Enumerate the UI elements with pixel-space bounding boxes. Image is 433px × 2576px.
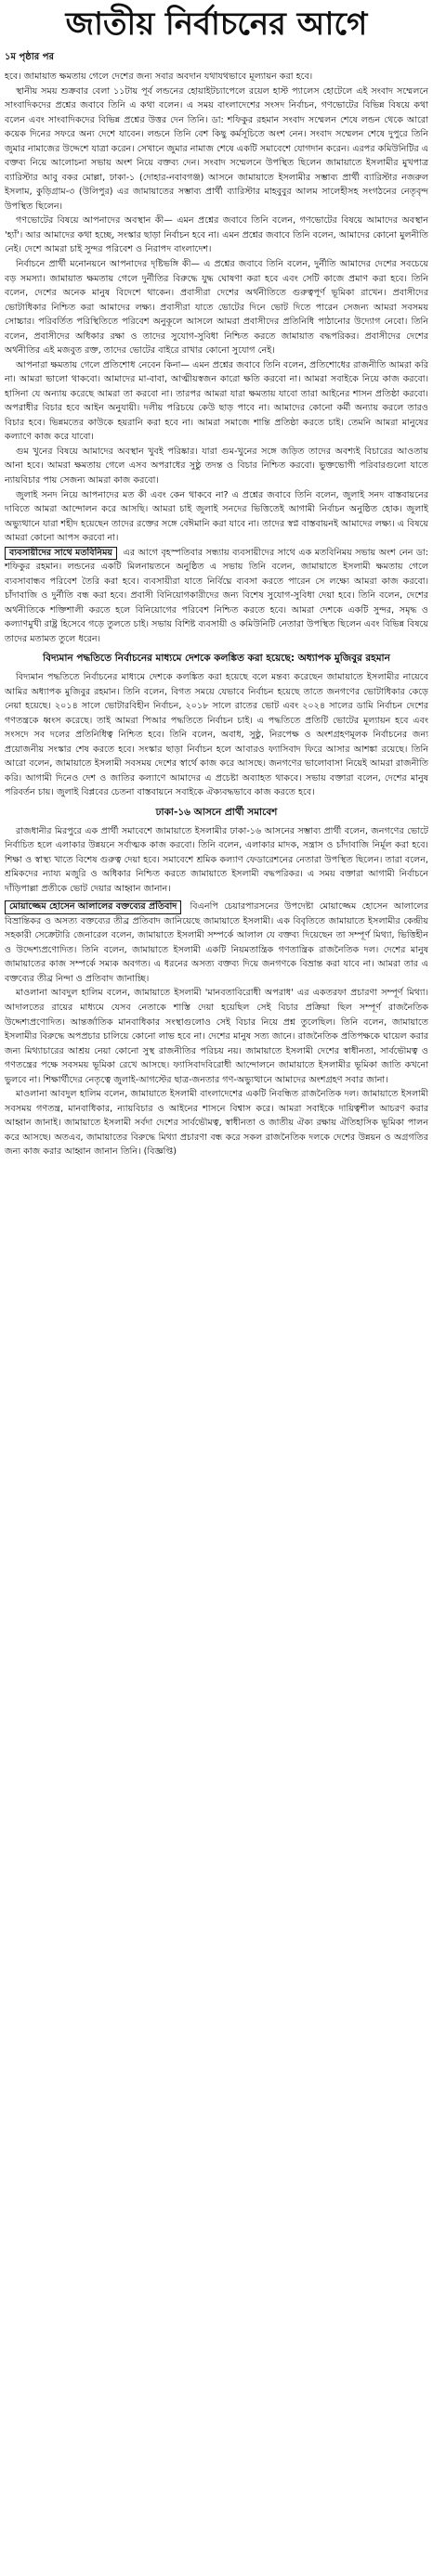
continuation-label: ১ম পৃষ্ঠার পর bbox=[5, 52, 54, 63]
article-paragraph: স্থানীয় সময় শুক্রবার বেলা ১১টায় পূর্ব লন্ডনের হোয়াইটচ্যাপেলে রয়েল হাস্ট প্যালেস হোটেলে এই সংবাদ সম্মেলনে সাংবাদিকদের প্রশ্নের জবাবে তিনি এ কথা বলেন। এ সময় বাংলাদেশের সংসদ নির্বাচন, গণভোটের বিভিন্ন বিষয়ে কথা বলেন এবং সাংবাদিকদের বিভিন্ন প্রশ্নের উত্তর দেন তিনি। ডা: শফিকুর রহমান সংবাদ সম্মেলন শেষে লন্ডন থেকে আরো কয়েক দিনের সফরে অন্য দেশে যাবেন। লন্ডনে তিনি বেশ কিছু কর্মসূচিতে অংশ নেন। সংবাদ সম্মেলন শেষে দুপুরে তিনি জুমার নামাজের উদ্দেশে যাত্রা করেন। সেখানে জুমার নামাজ শেষে একটি সমাবেশে যোগদান করেন। এরপর কমিউনিটির এ বক্তব্য নিয়ে আলোচনা সভায় অংশ নিয়ে বক্তব্য দেন। সংবাদ সম্মেলনে উপস্থিত ছিলেন জামায়াতে ইসলামীর মুখপাত্র ব্যারিস্টার আবু বকর মোল্লা, ঢাকা-১ (দোহার-নবাবগঞ্জ) আসনে জামায়াতে ইসলামীর সম্ভাব্য প্রার্থী ব্যারিস্টার নজরুল ইসলাম, কুড়িগ্রাম-৩ (উলিপুর) এর জামায়াতের সম্ভাব্য প্রার্থী ব্যারিস্টার মাহবুবুর আলম সালেহীসহ সংগঠনের নেতৃবৃন্দ উপস্থিত ছিলেন। bbox=[5, 85, 428, 212]
section-text: এর আগে বৃহস্পতিবার সন্ধ্যায় ব্যবসায়ীদের সাথে এক মতবিনিময় সভায় অংশ নেন ডা: শফিকুর রহমান। লন্ডনের একটি মিলনায়তনে অনুষ্ঠিত এ সভায় তিনি বলেন, জামায়াতে ইসলামী ক্ষমতায় গেলে ব্যবসাবান্ধব পরিবেশ তৈরি করা হবে। ব্যবসায়ীরা যাতে নির্বিঘ্নে ব্যবসা করতে পারেন সে লক্ষ্যে আমরা কাজ করবো। চাঁদাবাজি ও দুর্নীতি বন্ধ করা হবে। প্রবাসী বিনিয়োগকারীদের জন্য বিশেষ সুযোগ-সুবিধা দেয়া হবে। তিনি বলেন, দেশের অর্থনীতিকে শক্তিশালী করতে হলে বিনিয়োগের পরিবেশ নিশ্চিত করতে হবে। আমরা দেশকে একটি সুন্দর, সমৃদ্ধ ও কল্যাণমুখী রাষ্ট্র হিসেবে গড়ে তুলতে চাই। সভায় বিশিষ্ট ব্যবসায়ী ও কমিউনিটি নেতারা উপস্থিত ছিলেন এবং বিভিন্ন বিষয়ে তাদের মতামত তুলে ধরেন। bbox=[5, 547, 428, 644]
section-business bbox=[5, 546, 428, 647]
headline: জাতীয় নির্বাচনের আগে bbox=[65, 6, 368, 43]
article-paragraph: জুলাই সনদ নিয়ে আপনাদের মত কী এবং কেন থাকবে না? এ প্রশ্নের জবাবে তিনি বলেন, জুলাই সনদ বাস্তবায়নের দাবিতে আমরা আন্দোলন করে আসছি। আমরা চাই জুলাই সনদের ভিত্তিতেই আগামী নির্বাচন অনুষ্ঠিত হোক। জুলাই অভ্যুত্থানে যারা শহীদ হয়েছেন তাদের রক্তের সঙ্গে বেঈমানি করা যাবে না। তাদের স্বপ্ন বাস্তবায়নই আমাদের লক্ষ্য। এ বিষয়ে আমরা কোনো আপস করবো না। bbox=[5, 489, 428, 544]
article-paragraph: মাওলানা আবদুল হালিম বলেন, জামায়াতে ইসলামী 'মানবতাবিরোধী অপরাধ' এর একতরফা প্রচারণা সম্পূর্ণ মিথ্যা। আদালতের রায়ের মাধ্যমে যেসব নেতাকে শাস্তি দেয়া হয়েছিল সেই বিচার প্রক্রিয়া ছিল সম্পূর্ণ রাজনৈতিক উদ্দেশ্যপ্রণোদিত। আন্তর্জাতিক মানবাধিকার সংস্থাগুলোও সেই বিচার নিয়ে প্রশ্ন তুলেছিল। তিনি বলেন, জামায়াতে ইসলামীর বিরুদ্ধে অপপ্রচার চালিয়ে কোনো লাভ হবে না। দেশের মানুষ সত্য জানে। রাজনৈতিক প্রতিপক্ষকে ঘায়েল করার জন্য মিথ্যাচারের আশ্রয় নেয়া কোনো সুস্থ রাজনীতির পরিচয় নয়। জামায়াতে ইসলামী দেশের স্বাধীনতা, সার্বভৌমত্ব ও গণতন্ত্রের পক্ষে সবসময় ভূমিকা রেখে আসছে। ফ্যাসিবাদবিরোধী আন্দোলনে জামায়াতে ইসলামীর ভূমিকা জাতি কখনো ভুলবে না। শিক্ষার্থীদের নেতৃত্বে জুলাই-আগস্টের ছাত্র-জনতার গণ-অভ্যুত্থানে আমাদের অংশগ্রহণ সবার জানা। bbox=[5, 988, 428, 1085]
article-paragraph: হবে। জামায়াত ক্ষমতায় গেলে দেশের জন্য সবার অবদান যথাযথভাবে মূল্যায়ন করা হবে। bbox=[5, 71, 313, 83]
section-rebuttal bbox=[5, 900, 428, 986]
article-paragraph: মাওলানা আবদুল হালিম বলেন, জামায়াতে ইসলামী বাংলাদেশের একটি নিবন্ধিত রাজনৈতিক দল। জামায়াতে ইসলামী সবসময় গণতন্ত্র, মানবাধিকার, ন্যায়বিচার ও আইনের শাসনে বিশ্বাস করে। আমরা সবাইকে দায়িত্বশীল আচরণ করার আহ্বান জানাই। জামায়াতে ইসলামী সর্বদা দেশের সার্বভৌমত্ব, স্বাধীনতা ও জাতীয় ঐক্য রক্ষায় ঐতিহাসিক ভূমিকা পালন করে আসছে। অতএব, জামায়াতের বিরুদ্ধে মিথ্যা প্রচারণা বন্ধ করে সকল রাজনৈতিক দলকে দেশের উন্নয়ন ও অগ্রগতির জন্য কাজ করার আহ্বান জানান তিনি। (বিজ্ঞপ্তি) bbox=[5, 1089, 428, 1158]
section-heading: ঢাকা-১৬ আসনে প্রার্থী সমাবেশ bbox=[155, 806, 278, 818]
section-text: বিদ্যমান পদ্ধতিতে নির্বাচনের মাধ্যমে দেশকে কলঙ্কিত করা হয়েছে বলে মন্তব্য করেছেন জামায়াতে ইসলামীর নায়েবে আমির অধ্যাপক মুজিবুর রহমান। তিনি বলেন, বিগত সময়ে যেভাবে নির্বাচন হয়েছে তাতে জনগণের ভোটাধিকার কেড়ে নেয়া হয়েছে। ২০১৪ সালে ভোটারবিহীন নির্বাচন, ২০১৮ সালে রাতের ভোট এবং ২০২৪ সালের ডামি নির্বাচন দেশের গণতন্ত্রকে ধ্বংস করেছে। তাই আমরা পিআর পদ্ধতিতে নির্বাচন চাই। এ পদ্ধতিতে প্রতিটি ভোটের মূল্যায়ন হবে এবং সংসদে সব দলের প্রতিনিধিত্ব নিশ্চিত হবে। তিনি বলেন, অবাধ, সুষ্ঠু, নিরপেক্ষ ও অংশগ্রহণমূলক নির্বাচনের জন্য প্রয়োজনীয় সংস্কার শেষ করতে হবে। সংস্কার ছাড়া নির্বাচন হলে আবারও ফ্যাসিবাদ ফিরে আসার আশঙ্কা রয়েছে। তিনি আরো বলেন, জামায়াতে ইসলামী সবসময় দেশের স্বার্থে কাজ করে আসছে। জনগণের ভালোবাসা নিয়েই আমরা রাজনীতি করি। আগামী দিনেও দেশ ও জাতির কল্যাণে আমাদের এ প্রচেষ্টা অব্যাহত থাকবে। সভায় বক্তারা বলেন, দেশের মানুষ পরিবর্তন চায়। জুলাই বিপ্লবের চেতনা বাস্তবায়নে সবাইকে ঐক্যবদ্ধভাবে কাজ করতে হবে। bbox=[5, 672, 428, 798]
article-paragraph: আপনারা ক্ষমতায় গেলে প্রতিশোধ নেবেন কিনা— এমন প্রশ্নের জবাবে তিনি বলেন, প্রতিশোধের রাজনীতি আমরা করি না। আমরা ভালো থাকবো। আমাদের মা-বাবা, আত্মীয়স্বজন কারো ক্ষতি করবো না। আমরা সবাইকে নিয়ে কাজ করবো। হাসিনা যে অন্যায় করেছে আমরা তা করবো না। তারপর আমরা যারা ক্ষমতায় যাবো তারা আইনের শাসন প্রতিষ্ঠা করবো। অপরাধীর বিচার হবে আইন অনুযায়ী। দলীয় পরিচয়ে কেউ ছাড় পাবে না। আমাদের কোনো কর্মী অন্যায় করলে তারও বিচার হবে। ভিন্নমতের কাউকে হয়রানি করা হবে না। আমরা সমাজে শান্তি প্রতিষ্ঠা করতে চাই। তেমনি আমরা মানুষের কল্যাণে কাজ করে যাবো। bbox=[5, 359, 428, 443]
section-label: ব্যবসায়ীদের সাথে মতবিনিময় bbox=[5, 547, 117, 560]
section-label: মোয়াজ্জেম হোসেন আলালের বক্তব্যের প্রতিবাদ bbox=[5, 900, 181, 913]
section-text: রাজধানীর মিরপুরে এক প্রার্থী সমাবেশে জামায়াতে ইসলামীর ঢাকা-১৬ আসনের সম্ভাব্য প্রার্থী বলেন, জনগণের ভোটে নির্বাচিত হলে এলাকার উন্নয়নে সর্বাত্মক কাজ করবো। তিনি বলেন, এলাকার মাদক, সন্ত্রাস ও চাঁদাবাজি নির্মূল করা হবে। শিক্ষা ও স্বাস্থ্য খাতে বিশেষ গুরুত্ব দেয়া হবে। সমাবেশে শ্রমিক কল্যাণ ফেডারেশনের নেতারা উপস্থিত ছিলেন। তারা বলেন, শ্রমিকদের ন্যায্য মজুরি ও অধিকার নিশ্চিত করতে জামায়াতে ইসলামী বদ্ধপরিকর। এ সময় বক্তারা আগামী নির্বাচনে দাঁড়িপাল্লা প্রতীকে ভোট দেয়ার আহ্বান জানান। bbox=[5, 825, 428, 894]
section-text: বিএনপি চেয়ারপারসনের উপদেষ্টা মোয়াজ্জেম হোসেন আলালের বিভ্রান্তিকর ও অসত্য বক্তব্যের তীব্র প্রতিবাদ জানিয়েছে জামায়াতে ইসলামী। এক বিবৃতিতে জামায়াতে ইসলামীর কেন্দ্রীয় সহকারী সেক্রেটারি জেনারেল বলেন, জামায়াতে ইসলামী সম্পর্কে আলাল যে বক্তব্য দিয়েছেন তা সম্পূর্ণ মিথ্যা, ভিত্তিহীন ও উদ্দেশ্যপ্রণোদিত। তিনি বলেন, জামায়াতে ইসলামী একটি নিয়মতান্ত্রিক গণতান্ত্রিক রাজনৈতিক দল। দেশের মানুষ জামায়াতের কাজ সম্পর্কে সম্যক অবগত। এ ধরনের অসত্য বক্তব্য দিয়ে জনগণকে বিভ্রান্ত করা যাবে না। আমরা তার এ বক্তব্যের তীব্র নিন্দা ও প্রতিবাদ জানাচ্ছি। bbox=[5, 901, 428, 984]
article-paragraph: গণভোটের বিষয়ে আপনাদের অবস্থান কী— এমন প্রশ্নের জবাবে তিনি বলেন, গণভোটের বিষয়ে আমাদের অবস্থান 'হ্যাঁ'। আর আমাদের কথা হচ্ছে, সংস্কার ছাড়া নির্বাচন হবে না। এমন প্রশ্নের জবাবে তিনি বলেন, আমাদের কোনো মুলনীতি নেই। দেশে আমরা চাই সুন্দর পরিবেশ ও নিরাপদ বাংলাদেশ। bbox=[5, 215, 428, 255]
section-heading: বিদ্যমান পদ্ধতিতে নির্বাচনের মাধ্যমে দেশকে কলঙ্কিত করা হয়েছে: অধ্যাপক মুজিবুর রহমান bbox=[43, 653, 390, 665]
article-paragraph: নির্বাচনে প্রার্থী মনোনয়নে আপনাদের দৃষ্টিভঙ্গি কী— এ প্রশ্নের জবাবে তিনি বলেন, দুর্নীতি আমাদের দেশের সবচেয়ে বড় সমস্যা। জামায়াত ক্ষমতায় গেলে দুর্নীতির বিরুদ্ধে যুদ্ধ ঘোষণা করা হবে এবং সেটি কাজে প্রমাণ করা হবে। তিনি বলেন, দেশের অনেক মানুষ বিদেশে থাকেন। প্রবাসীরা দেশের অর্থনীতিতে গুরুত্বপূর্ণ ভূমিকা রাখেন। প্রবাসীদের ভোটাধিকার নিশ্চিত করা আমাদের লক্ষ্য। প্রবাসীরা যাতে ভোটের দিনে ভোট দিতে পারেন সেজন্য আমরা সবসময় সোচ্চার। পরিবর্তিত পরিস্থিতিতে পরিবেশ অনুকূলে আসলে আমরা প্রবাসীদের প্রতিনিধি পাঠানোর উদ্যোগ নেবো। তিনি বলেন, প্রবাসীদের অধিকার রক্ষা ও তাদের সুযোগ-সুবিধা নিশ্চিত করতে জামায়াত বদ্ধপরিকর। প্রবাসীদের দেশের অর্থনীতির এই মজবুত রক্ত, তাদের ভোটের বাইরে রাখার কোনো সুযোগ নেই। bbox=[5, 259, 428, 356]
article-paragraph: গুম খুনের বিষয়ে আমাদের অবস্থান খুবই পরিষ্কার। যারা গুম-খুনের সঙ্গে জড়িত তাদের অবশ্যই বিচারের আওতায় আনা হবে। আমরা ক্ষমতায় গেলে এসব অপরাধের সুষ্ঠু তদন্ত ও বিচার নিশ্চিত করবো। ভুক্তভোগী পরিবারগুলো যাতে ন্যায়বিচার পায় সেজন্য আমরা কাজ করবো। bbox=[5, 446, 428, 485]
